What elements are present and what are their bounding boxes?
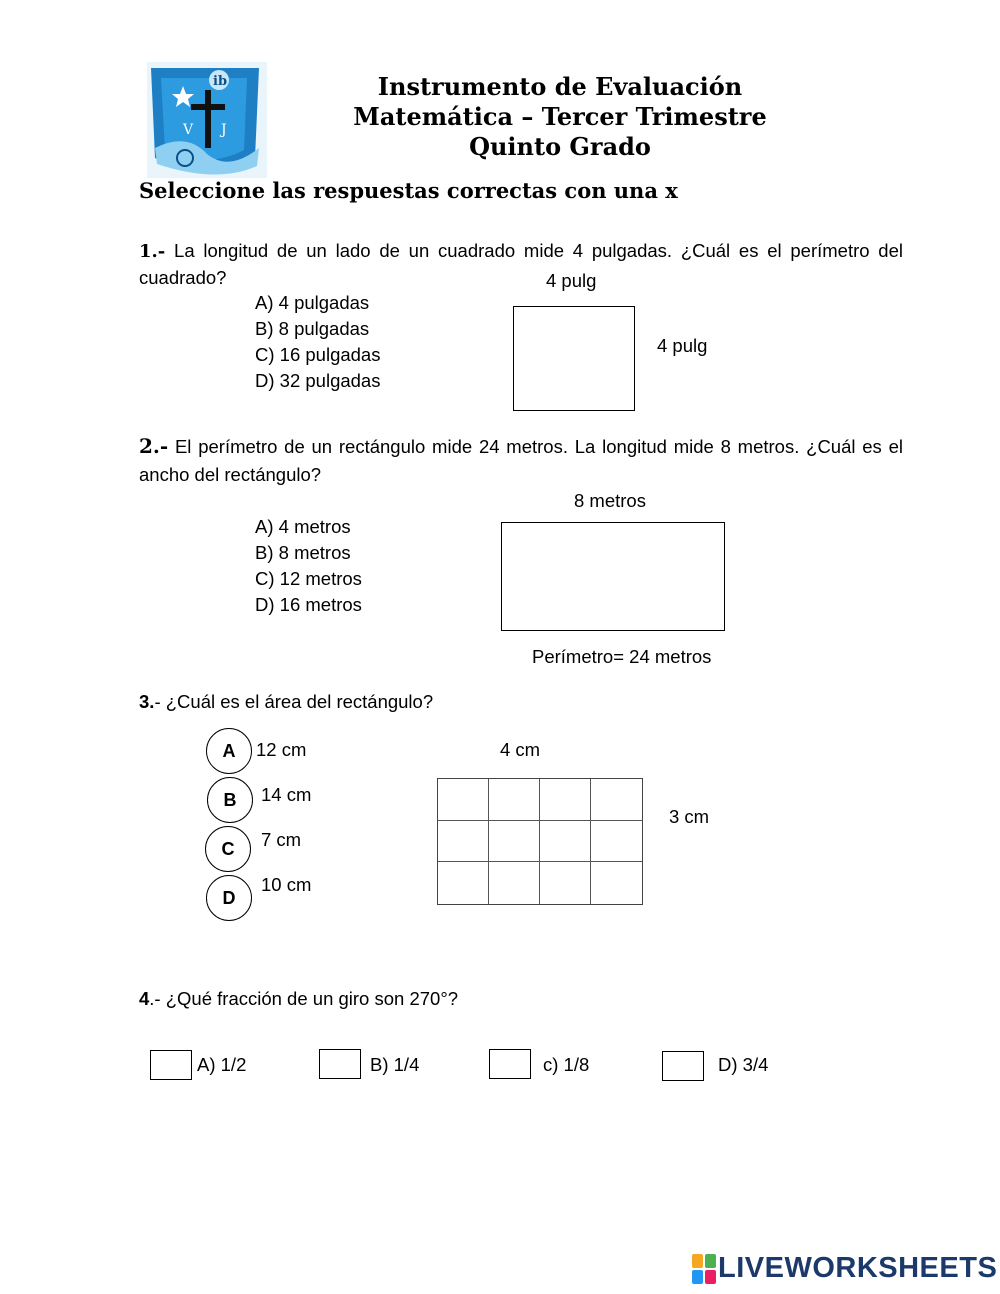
question-3-text: - ¿Cuál es el área del rectángulo? — [154, 691, 434, 712]
header-grade: Quinto Grado — [469, 132, 651, 161]
q1-option-a[interactable]: A) 4 pulgadas — [255, 292, 370, 313]
q4-option-b-label: B) 1/4 — [370, 1054, 420, 1075]
q1-option-b[interactable]: B) 8 pulgadas — [255, 318, 370, 339]
q2-top-label: 8 metros — [574, 490, 646, 511]
grid-cell — [489, 779, 540, 821]
svg-text:V: V — [183, 122, 194, 138]
q1-square-figure — [513, 306, 635, 411]
question-4 — [139, 986, 458, 1012]
header-subtitle: Matemática – Tercer Trimestre — [353, 102, 767, 131]
header-title: Instrumento de Evaluación — [377, 72, 743, 101]
svg-text:J: J — [221, 122, 227, 138]
q2-perimeter-label: Perímetro= 24 metros — [532, 646, 712, 667]
grid-cell — [438, 862, 489, 904]
question-1-options — [255, 290, 380, 394]
grid-cell — [591, 779, 642, 821]
q3-side-label: 3 cm — [669, 806, 710, 827]
q2-option-a[interactable]: A) 4 metros — [255, 516, 351, 537]
grid-cell — [591, 862, 642, 904]
grid-cell — [489, 862, 540, 904]
q4-option-a-checkbox[interactable] — [150, 1050, 192, 1080]
grid-cell — [540, 779, 591, 821]
q1-option-c[interactable]: C) 16 pulgadas — [255, 344, 381, 365]
q3-option-b-circle[interactable]: B — [207, 777, 253, 823]
q1-top-label: 4 pulg — [546, 270, 597, 291]
liveworksheets-brand: LIVEWORKSHEETS — [718, 1252, 998, 1284]
grid-cell — [489, 821, 540, 863]
question-4-number: 4 — [139, 988, 150, 1009]
question-3 — [139, 689, 433, 715]
q2-option-b[interactable]: B) 8 metros — [255, 542, 351, 563]
question-2-options — [255, 514, 362, 618]
q3-option-b-label: 14 cm — [261, 784, 312, 805]
grid-cell — [591, 821, 642, 863]
grid-cell — [438, 779, 489, 821]
q3-option-a-circle[interactable]: A — [206, 728, 252, 774]
q4-option-d-checkbox[interactable] — [662, 1051, 704, 1081]
svg-text:ib: ib — [213, 74, 228, 89]
question-3-number: 3. — [139, 691, 155, 712]
question-2-number: 2.- — [139, 434, 169, 458]
q3-grid-figure — [437, 778, 643, 905]
school-logo — [147, 62, 267, 178]
q4-option-b-checkbox[interactable] — [319, 1049, 361, 1079]
school-crest-icon — [147, 62, 267, 178]
q4-option-c-checkbox[interactable] — [489, 1049, 531, 1079]
q3-option-d-circle[interactable]: D — [206, 875, 252, 921]
grid-cell — [540, 862, 591, 904]
q3-top-label: 4 cm — [500, 739, 541, 760]
q2-option-c[interactable]: C) 12 metros — [255, 568, 362, 589]
q3-option-d-label: 10 cm — [261, 874, 312, 895]
q2-option-d[interactable]: D) 16 metros — [255, 594, 362, 615]
q3-option-c-label: 7 cm — [261, 829, 302, 850]
grid-cell — [438, 821, 489, 863]
question-2-text: El perímetro de un rectángulo mide 24 metros. La longitud mide 8 metros. ¿Cuál es el ancho del rectángulo? — [139, 436, 903, 485]
q3-option-c-circle[interactable]: C — [205, 826, 251, 872]
q1-side-label: 4 pulg — [657, 335, 708, 356]
q1-option-d[interactable]: D) 32 pulgadas — [255, 370, 381, 391]
liveworksheets-logo — [692, 1252, 997, 1285]
q4-option-d-label: D) 3/4 — [718, 1054, 769, 1075]
liveworksheets-icon — [692, 1254, 716, 1284]
instruction: Seleccione las respuestas correctas con una x — [139, 178, 678, 203]
question-4-text: .- ¿Qué fracción de un giro son 270°? — [149, 988, 459, 1009]
grid-cell — [540, 821, 591, 863]
question-2 — [139, 432, 903, 489]
question-1 — [139, 238, 903, 291]
q2-rectangle-figure — [501, 522, 725, 631]
q4-option-c-label: c) 1/8 — [543, 1054, 590, 1075]
q3-option-a-label: 12 cm — [256, 739, 307, 760]
question-1-number: 1.- — [139, 241, 166, 262]
q4-option-a-label: A) 1/2 — [197, 1054, 247, 1075]
question-1-text: La longitud de un lado de un cuadrado mide 4 pulgadas. ¿Cuál es el perímetro del cuadrado? — [139, 240, 903, 288]
